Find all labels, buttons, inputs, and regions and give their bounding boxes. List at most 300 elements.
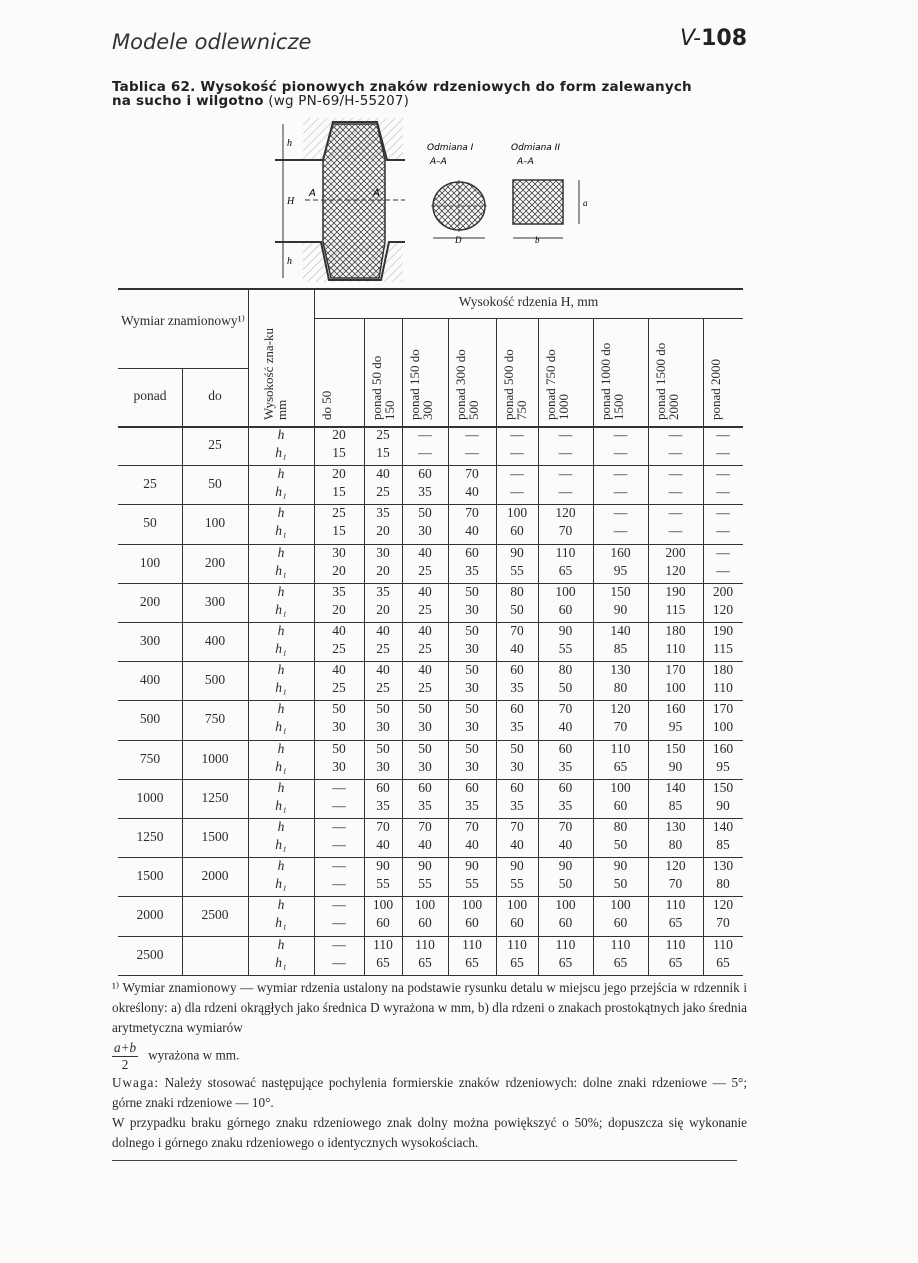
- cell-h-value: 110: [665, 936, 686, 952]
- cell-h-value: 160: [712, 740, 734, 756]
- cell-h1-value: 65: [668, 915, 683, 931]
- cell-h1-value: 85: [716, 837, 730, 852]
- section-mark-left: A: [309, 188, 316, 199]
- col-header-height-7: ponad 1500 do 2000: [653, 342, 681, 420]
- cell-h-value: 150: [712, 779, 734, 795]
- cell-h1-value: —: [332, 837, 346, 852]
- cell-h1-value: —: [558, 445, 573, 460]
- col-header-height-3: ponad 300 do 500: [453, 349, 481, 420]
- cell-h-value: —: [332, 897, 346, 913]
- cell-h1-value: 80: [668, 837, 683, 852]
- cell-h1-label: h₁: [275, 719, 287, 735]
- cell-h-label: h: [277, 662, 285, 678]
- cell-h-value: 110: [713, 936, 733, 952]
- cell-h-label: h: [277, 583, 285, 599]
- cell-h-label: h: [277, 623, 285, 638]
- col-header-height-8: ponad 2000: [708, 358, 723, 420]
- cell-h1-value: 65: [668, 954, 683, 970]
- cell-ponad: 2500: [136, 946, 164, 962]
- cell-h-value: 50: [465, 701, 479, 717]
- cell-h-value: 25: [332, 505, 346, 521]
- cell-h1-value: 95: [668, 719, 683, 735]
- cell-h-value: 90: [510, 858, 524, 874]
- cell-h1-label: h₁: [275, 484, 287, 500]
- cell-do: 200: [204, 554, 226, 570]
- cell-h1-value: 25: [418, 641, 432, 656]
- cell-h-value: 25: [376, 427, 390, 442]
- cell-h1-value: 120: [665, 562, 686, 578]
- cell-h1-value: 40: [465, 837, 479, 852]
- cell-h1-value: 65: [376, 954, 390, 970]
- cell-h-value: —: [668, 505, 683, 521]
- cell-h-value: 70: [376, 819, 390, 834]
- cell-h-value: 40: [418, 544, 432, 560]
- cell-h-value: —: [716, 505, 730, 521]
- cell-h1-value: —: [332, 954, 346, 970]
- cell-h-value: 60: [376, 779, 390, 795]
- cell-h-value: 100: [414, 897, 436, 913]
- cell-h1-value: 20: [376, 601, 390, 617]
- cell-h-value: 130: [665, 819, 686, 834]
- cell-h-value: 50: [465, 662, 479, 678]
- cell-ponad: 750: [139, 750, 161, 766]
- cell-h-value: 90: [418, 858, 432, 874]
- cell-h1-value: 15: [376, 445, 390, 460]
- col-header-height-1: ponad 50 do 150: [369, 355, 397, 420]
- cell-h-value: 130: [610, 662, 631, 678]
- cell-h1-value: 50: [558, 876, 573, 892]
- cell-h1-value: 85: [668, 797, 683, 813]
- cell-h-value: —: [465, 427, 479, 442]
- cell-h-value: 60: [418, 779, 432, 795]
- cell-h-value: 70: [510, 623, 524, 638]
- footnote-1-end: wyrażona w mm.: [148, 1047, 240, 1063]
- cell-h-value: 180: [665, 623, 686, 638]
- cell-h1-value: 65: [558, 954, 573, 970]
- cell-h1-value: —: [332, 876, 346, 892]
- cell-h1-label: h₁: [275, 641, 287, 656]
- table-top-rule: [118, 288, 743, 290]
- cell-h1-value: 50: [558, 680, 573, 696]
- cell-h-value: —: [418, 427, 432, 442]
- cell-h-value: 40: [418, 623, 432, 638]
- cell-h1-value: 55: [465, 876, 479, 892]
- cell-h-value: 120: [555, 505, 576, 521]
- cell-h1-value: 30: [465, 719, 479, 735]
- cell-h1-label: h₁: [275, 758, 287, 774]
- cell-h-value: 60: [510, 662, 524, 678]
- cell-h1-value: 95: [613, 562, 628, 578]
- cell-ponad: 1500: [136, 868, 164, 884]
- cell-h1-value: 100: [665, 680, 686, 696]
- cell-h1-value: 35: [558, 758, 573, 774]
- note-uwaga: [112, 1073, 747, 1113]
- cell-ponad: 200: [139, 593, 161, 609]
- variant2-dim-b: b: [535, 235, 540, 245]
- page-prefix: V-: [680, 26, 702, 51]
- cell-do: 1000: [201, 750, 229, 766]
- cell-h1-value: —: [510, 445, 524, 460]
- cell-h1-value: 20: [376, 562, 390, 578]
- cell-ponad: 1250: [136, 829, 164, 844]
- cell-h1-value: —: [332, 915, 346, 931]
- footnote-1-text: ¹⁾ Wymiar znamionowy — wymiar rdzenia ustalony na podstawie rysunku detalu w miejscu jego przejścia w rdzennik i określony: a) dla rdzeni okrągłych jako średnica D wyrażona w mm, b) dla rdzeni o znakach prostokątnych jako średnia arytmetyczna wymiarów: [112, 980, 747, 1035]
- col-header-sign-height: Wysokość zna-ku mm: [261, 328, 289, 420]
- cell-h-value: 110: [415, 936, 435, 952]
- cell-h-label: h: [277, 505, 285, 521]
- cell-h1-value: 30: [465, 641, 479, 656]
- cell-h1-value: 60: [510, 915, 524, 931]
- cell-h-value: 100: [555, 583, 576, 599]
- cell-h1-value: 65: [558, 562, 573, 578]
- cell-h1-value: 30: [510, 758, 524, 774]
- cell-h1-value: 65: [613, 758, 628, 774]
- cell-h1-value: —: [558, 484, 573, 500]
- cell-h1-value: 30: [465, 601, 479, 617]
- cell-h-value: —: [558, 466, 573, 482]
- cell-h-value: 80: [613, 819, 628, 834]
- cell-h1-value: —: [613, 484, 628, 500]
- cell-h1-value: —: [613, 523, 628, 539]
- cell-h-value: 40: [376, 466, 390, 482]
- cell-h1-value: 55: [558, 641, 573, 656]
- cell-ponad: 50: [143, 515, 157, 531]
- cell-h-value: 170: [665, 662, 686, 678]
- cell-h-value: 70: [510, 819, 524, 834]
- cell-h1-value: 30: [418, 758, 432, 774]
- footnotes: [112, 978, 747, 1153]
- cell-h1-value: 80: [613, 680, 628, 696]
- cell-h1-value: 35: [418, 797, 432, 813]
- cell-h-label: h: [277, 858, 285, 874]
- cell-h-value: 40: [376, 623, 390, 638]
- cell-h1-value: 30: [418, 523, 432, 539]
- cell-h-value: 40: [418, 583, 432, 599]
- cell-h-value: 50: [465, 583, 479, 599]
- cell-ponad: 500: [139, 711, 161, 727]
- cell-h1-value: 80: [716, 876, 730, 892]
- cell-h1-value: 30: [332, 719, 346, 735]
- cell-ponad: 25: [143, 476, 157, 492]
- cell-h-value: 70: [558, 701, 573, 717]
- cell-h-value: —: [668, 427, 683, 442]
- cell-h-value: 100: [610, 779, 631, 795]
- cell-h1-value: 40: [465, 484, 479, 500]
- cell-h-value: 160: [665, 701, 686, 717]
- variant1-section: A–A: [430, 157, 447, 167]
- cell-h-value: 120: [665, 858, 686, 874]
- page-number-value: 108: [701, 26, 748, 51]
- cell-do: 2000: [201, 868, 229, 884]
- cell-h-value: 110: [555, 936, 576, 952]
- cell-h1-label: h₁: [275, 680, 287, 696]
- cell-h1-value: 55: [510, 876, 524, 892]
- fraction-numerator: a+b: [114, 1040, 137, 1055]
- cell-h1-value: —: [613, 445, 628, 460]
- cell-h-value: 50: [418, 505, 432, 521]
- cell-h-value: 90: [558, 858, 573, 874]
- cell-h-value: 70: [465, 466, 479, 482]
- group-header-rule: [314, 318, 743, 319]
- cell-h1-value: 30: [376, 758, 390, 774]
- table-title: [112, 80, 752, 108]
- variant2-title: Odmiana II: [511, 143, 560, 153]
- cell-h1-value: —: [668, 484, 683, 500]
- cell-h1-value: 50: [510, 601, 524, 617]
- col-header-height-4: ponad 500 do 750: [501, 349, 529, 420]
- cell-h-value: 35: [376, 505, 390, 521]
- cell-h-value: 70: [418, 819, 432, 834]
- cell-h-value: 180: [712, 662, 734, 678]
- cell-h1-label: h₁: [275, 601, 287, 617]
- cell-h1-value: 25: [418, 601, 432, 617]
- cell-h1-value: 95: [716, 758, 730, 774]
- cell-h-value: 70: [465, 819, 479, 834]
- cell-h-value: —: [613, 427, 628, 442]
- cell-do: 750: [204, 711, 226, 727]
- cell-h1-value: 25: [332, 680, 346, 696]
- cell-h-value: 110: [610, 936, 631, 952]
- cell-h1-value: —: [510, 484, 524, 500]
- cell-h1-label: h₁: [275, 797, 287, 813]
- header-section-title: Modele odlewnicze: [112, 30, 312, 54]
- cell-h1-value: —: [668, 523, 683, 539]
- cell-h-value: —: [716, 427, 730, 442]
- cell-h-value: 110: [462, 936, 482, 952]
- cell-h-value: 90: [510, 544, 524, 560]
- cell-h1-value: 70: [716, 915, 730, 931]
- cell-h-value: 50: [465, 623, 479, 638]
- cell-h-value: 150: [665, 740, 686, 756]
- cell-h1-value: 65: [613, 954, 628, 970]
- cell-h1-value: 35: [465, 797, 479, 813]
- cell-do: 400: [204, 633, 226, 648]
- dim-header: Wymiar znamionowy¹⁾: [121, 313, 245, 328]
- cell-ponad: 2000: [136, 907, 164, 923]
- cell-do: 50: [208, 476, 222, 492]
- cell-do: 300: [204, 593, 226, 609]
- cell-h-value: 60: [418, 466, 432, 482]
- cell-h-value: 70: [465, 505, 479, 521]
- cell-h1-label: h₁: [275, 954, 287, 970]
- variant1-dim-D: D: [455, 235, 462, 245]
- cell-h-value: 40: [376, 662, 390, 678]
- cell-h-value: —: [332, 936, 346, 952]
- cell-h1-value: 15: [332, 523, 346, 539]
- cell-do: 500: [204, 672, 226, 688]
- cell-h1-value: 30: [465, 680, 479, 696]
- cell-h-label: h: [277, 779, 285, 795]
- cell-h1-value: 55: [510, 562, 524, 578]
- cell-h-value: 120: [712, 897, 734, 913]
- cell-h-value: —: [332, 819, 346, 834]
- cell-h-value: 90: [613, 858, 628, 874]
- cell-h1-value: 35: [510, 680, 524, 696]
- core-print-table: [118, 288, 743, 974]
- cell-ponad: 400: [139, 672, 161, 688]
- cell-h1-value: —: [716, 562, 730, 578]
- cell-h-value: —: [716, 466, 730, 482]
- cell-h1-value: 35: [376, 797, 390, 813]
- cell-h1-value: 25: [376, 680, 390, 696]
- cell-h1-value: 65: [465, 954, 479, 970]
- cell-h-value: 50: [465, 740, 479, 756]
- cell-h-value: 190: [665, 583, 686, 599]
- cell-h-label: h: [277, 897, 285, 913]
- cell-h-value: —: [613, 505, 628, 521]
- cell-h1-value: 55: [418, 876, 432, 892]
- cell-h-value: 60: [558, 779, 573, 795]
- cell-h-label: h: [277, 466, 285, 482]
- footnote-1-formula: [112, 1040, 747, 1073]
- cell-h-value: 130: [712, 858, 734, 874]
- cell-h-value: —: [613, 466, 628, 482]
- cell-h1-value: 110: [713, 680, 733, 696]
- cell-h1-value: 115: [665, 601, 686, 617]
- cell-h-value: 60: [558, 740, 573, 756]
- page-number: [680, 26, 747, 51]
- cell-h-value: 160: [610, 544, 631, 560]
- cell-h1-value: 60: [613, 797, 628, 813]
- cell-h-value: 200: [712, 583, 734, 599]
- cell-ponad: 1000: [136, 789, 164, 805]
- cell-h1-value: 25: [418, 562, 432, 578]
- cell-h-value: 50: [418, 701, 432, 717]
- dim-h: h: [287, 138, 292, 149]
- note-para-2-text: W przypadku braku górnego znaku rdzeniowego znak dolny można powiększyć o 50%; dopuszcza się wykonanie dolnego i górnego znaku rdzeniowego o identycznych wysokościach.: [112, 1115, 747, 1150]
- variant2-section: A–A: [517, 157, 534, 167]
- cell-h-value: 150: [610, 583, 631, 599]
- cell-h-value: 140: [712, 819, 734, 834]
- cell-h-value: 40: [332, 662, 346, 678]
- cell-h1-label: h₁: [275, 523, 287, 539]
- cell-h-value: —: [510, 466, 524, 482]
- cell-do: 25: [208, 437, 222, 452]
- cell-h1-value: 20: [332, 601, 346, 617]
- cell-h1-value: 65: [716, 954, 730, 970]
- cell-h1-value: 35: [465, 562, 479, 578]
- cell-h-label: h: [277, 701, 285, 717]
- cell-h-value: 50: [418, 740, 432, 756]
- cell-do: 2500: [201, 907, 229, 923]
- cell-h1-value: 85: [613, 641, 628, 656]
- cell-h-value: 60: [465, 779, 479, 795]
- cell-h-value: 110: [665, 897, 686, 913]
- cell-do: 1250: [201, 789, 229, 805]
- cell-h1-value: 25: [376, 484, 390, 500]
- title-standard: (wg PN-69/H-55207): [263, 93, 410, 109]
- cell-h-value: —: [510, 427, 524, 442]
- cell-h1-value: 70: [668, 876, 683, 892]
- cell-h-value: 100: [610, 897, 631, 913]
- cell-ponad: 100: [139, 554, 161, 570]
- cell-h1-value: 30: [418, 719, 432, 735]
- cell-h1-value: 15: [332, 484, 346, 500]
- cell-h1-label: h₁: [275, 445, 287, 460]
- variant2-dim-a: a: [583, 198, 588, 208]
- cell-h-value: 90: [465, 858, 479, 874]
- cell-h-value: 60: [510, 779, 524, 795]
- cell-h-value: 60: [465, 544, 479, 560]
- cell-h-value: 110: [555, 544, 576, 560]
- cell-h-value: 100: [461, 897, 483, 913]
- cell-h1-value: 40: [558, 837, 573, 852]
- cell-h-value: 35: [332, 583, 346, 599]
- cell-h-value: 40: [332, 623, 346, 638]
- cell-h1-value: 50: [613, 876, 628, 892]
- cell-h-value: —: [332, 858, 346, 874]
- cell-h1-value: 60: [376, 915, 390, 931]
- title-line-2: na sucho i wilgotno: [112, 93, 264, 109]
- cell-h1-value: 65: [510, 954, 524, 970]
- cell-h-label: h: [277, 819, 285, 834]
- cell-h1-value: 60: [558, 601, 573, 617]
- col-header-height-6: ponad 1000 do 1500: [598, 342, 626, 420]
- fraction: [112, 1040, 138, 1073]
- cell-h1-value: 20: [376, 523, 390, 539]
- cell-h-value: 200: [665, 544, 686, 560]
- cell-h1-value: 60: [613, 915, 628, 931]
- cell-h1-value: 55: [376, 876, 390, 892]
- col-header-height-0: do 50: [319, 390, 334, 420]
- fraction-denominator: 2: [121, 1057, 129, 1072]
- cell-h-value: 35: [376, 583, 390, 599]
- cell-h-value: 90: [376, 858, 390, 874]
- cell-h1-value: 70: [613, 719, 628, 735]
- cell-h1-value: 30: [376, 719, 390, 735]
- cell-h1-value: 15: [332, 445, 346, 460]
- cell-h1-value: —: [716, 523, 730, 539]
- note-uwaga-label: Uwaga:: [112, 1075, 160, 1090]
- cell-h-value: 190: [712, 623, 734, 638]
- cell-h1-value: 90: [613, 601, 628, 617]
- cell-h-value: 80: [510, 583, 524, 599]
- cell-h1-value: 90: [668, 758, 683, 774]
- cell-h-label: h: [277, 936, 285, 952]
- title-line-1: Tablica 62. Wysokość pionowych znaków rdzeniowych do form zalewanych: [112, 79, 692, 95]
- col-header-do: do: [208, 388, 222, 403]
- dim-h1: h: [287, 256, 292, 267]
- cell-h-value: 140: [610, 623, 631, 638]
- cell-h-label: h: [277, 740, 285, 756]
- cell-ponad: 300: [139, 633, 161, 648]
- col-header-height-2: ponad 150 do 300: [407, 349, 435, 420]
- core-print-diagram: [265, 112, 595, 288]
- cell-h1-value: 40: [510, 641, 524, 656]
- cell-h-value: 140: [665, 779, 686, 795]
- cell-h-value: 100: [506, 897, 528, 913]
- cell-h1-value: 40: [558, 719, 573, 735]
- cell-h-value: 50: [376, 740, 390, 756]
- cell-h1-value: 40: [465, 523, 479, 539]
- cell-h1-value: —: [465, 445, 479, 460]
- cell-h-value: 50: [376, 701, 390, 717]
- cell-h1-value: 30: [332, 758, 346, 774]
- cell-h-value: 80: [558, 662, 573, 678]
- cell-h1-value: —: [418, 445, 432, 460]
- cell-h1-value: —: [716, 445, 730, 460]
- cell-h1-value: 40: [418, 837, 432, 852]
- cell-h-value: 170: [712, 701, 734, 717]
- dim-H: H: [287, 196, 295, 207]
- cell-h-value: 20: [332, 427, 346, 442]
- cell-h-value: 30: [332, 544, 346, 560]
- cell-h1-value: 35: [418, 484, 432, 500]
- cell-h1-value: 35: [510, 797, 524, 813]
- cell-do: 1500: [201, 829, 229, 844]
- cell-h-value: 30: [376, 544, 390, 560]
- footnote-1: [112, 978, 747, 1038]
